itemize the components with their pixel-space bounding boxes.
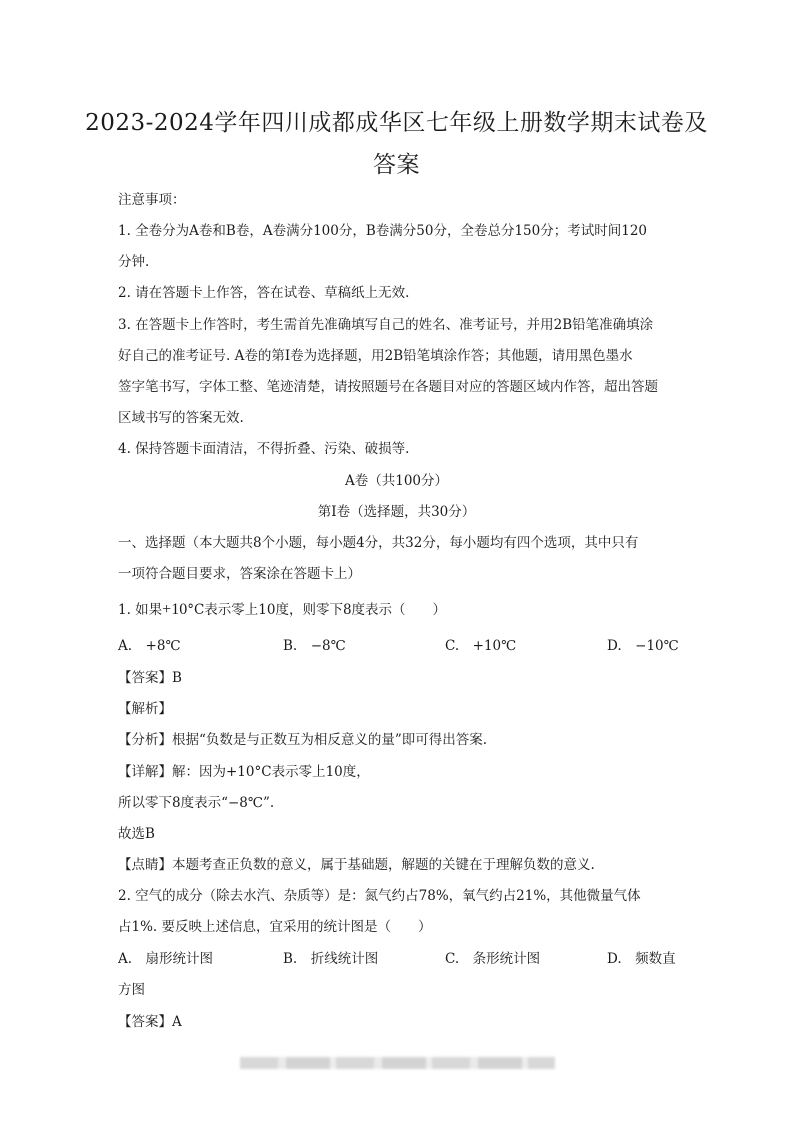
q2-option-d: D. 频数直 <box>607 951 676 967</box>
note-1: 1. 全卷分为A卷和B卷，A卷满分100分，B卷满分50分，全卷总分150分；考试时间120 <box>118 223 647 239</box>
note-3: 3. 在答题卡上作答时，考生需首先准确填写自己的姓名、准考证号，并用2B铅笔准确填涂 <box>118 317 654 333</box>
note-3-cont-2: 签字笔书写，字体工整、笔迹清楚，请按照题号在各题目对应的答题区域内作答，超出答题 <box>118 379 658 395</box>
q1-option-b: B. −8℃ <box>283 638 346 654</box>
page-title-cont: 答案 <box>373 152 420 178</box>
q1-choice: 故选B <box>118 826 155 842</box>
section-intro: 一、选择题（本大题共8个小题，每小题4分，共32分，每小题均有四个选项，其中只有 <box>118 535 639 551</box>
part-1-heading: 第Ⅰ卷（选择题，共30分） <box>317 504 476 520</box>
paper-a-heading: A卷（共100分） <box>344 473 449 489</box>
q1-option-c: C. +10℃ <box>445 638 517 654</box>
note-4: 4. 保持答题卡面清洁，不得折叠、污染、破损等. <box>118 441 410 457</box>
section-intro-cont: 一项符合题目要求，答案涂在答题卡上） <box>118 566 361 582</box>
notes-heading: 注意事项： <box>118 192 186 208</box>
q1-option-a: A. +8℃ <box>118 638 181 654</box>
q2-option-b: B. 折线统计图 <box>283 951 379 967</box>
q1-fenxi: 【分析】根据“负数是与正数互为相反意义的量”即可得出答案. <box>118 732 488 748</box>
q1-detail: 【详解】解：因为+10°C表示零上10度， <box>118 764 370 780</box>
question-1-math: +10 <box>162 601 188 618</box>
q2-option-c: C. 条形统计图 <box>445 951 541 967</box>
question-2-stem: 2. 空气的成分（除去水汽、杂质等）是：氮气约占78%，氧气约占21%，其他微量气体 <box>118 888 641 904</box>
q2-answer: 【答案】A <box>118 1014 182 1030</box>
note-1-cont: 分钟. <box>118 254 150 270</box>
q2-option-d-wrap: 方图 <box>118 982 145 998</box>
q1-answer: 【答案】B <box>118 670 182 686</box>
q1-analysis-label: 【解析】 <box>118 701 172 717</box>
note-2: 2. 请在答题卡上作答，答在试卷、草稿纸上无效. <box>118 285 410 301</box>
note-3-cont-3: 区域书写的答案无效. <box>118 410 244 426</box>
q1-detail-cont: 所以零下8度表示“−8℃”. <box>118 795 275 811</box>
q2-option-a: A. 扇形统计图 <box>118 951 214 967</box>
note-3-cont-1: 好自己的准考证号. A卷的第Ⅰ卷为选择题，用2B铅笔填涂作答；其他题，请用黑色墨水 <box>118 348 633 364</box>
q1-comment: 【点睛】本题考查正负数的意义，属于基础题，解题的关键在于理解负数的意义. <box>118 857 595 873</box>
question-2-stem-cont: 占1%. 要反映上述信息，宜采用的统计图是（ ） <box>118 919 432 935</box>
blurred-footer-watermark <box>240 1057 555 1069</box>
question-1-text: °C表示零上10度，则零下8度表示（ ） <box>187 602 447 618</box>
question-1-number: 1. 如果 <box>118 602 163 618</box>
page-title: 2023-2024学年四川成都成华区七年级上册数学期末试卷及 <box>85 110 708 136</box>
q1-option-d: D. −10℃ <box>607 638 679 654</box>
question-1-stem <box>118 598 446 619</box>
